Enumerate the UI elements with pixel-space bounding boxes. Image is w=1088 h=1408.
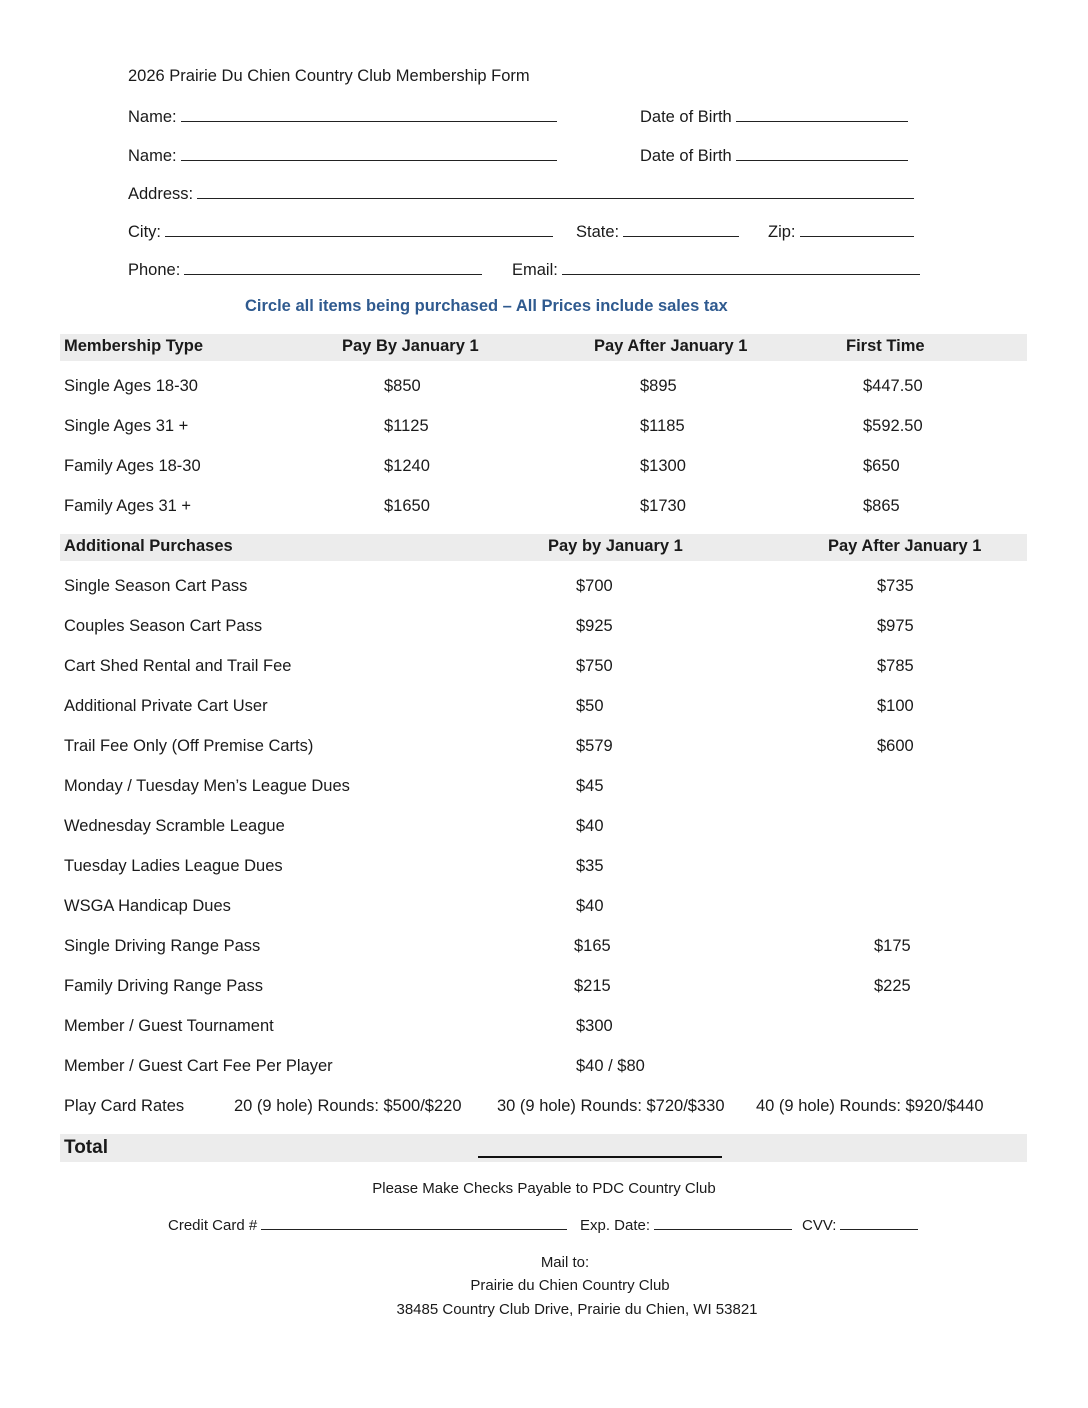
price-by[interactable]: $579 [576,737,613,755]
name-field-2[interactable] [128,145,557,166]
price-by[interactable]: $850 [384,377,421,395]
item-name: Trail Fee Only (Off Premise Carts) [64,737,314,755]
price-first[interactable]: $447.50 [863,377,923,395]
email-blank[interactable] [562,259,920,275]
price-by[interactable]: $35 [576,857,604,875]
credit-card-field[interactable] [168,1216,567,1234]
price-first[interactable]: $865 [863,497,900,515]
exp-date-blank[interactable] [654,1216,792,1230]
membership-col-type: Membership Type [64,337,204,355]
play-card-label: Play Card Rates [64,1097,185,1115]
item-name: Additional Private Cart User [64,697,268,715]
item-name: Single Season Cart Pass [64,577,248,595]
price-after[interactable]: $785 [877,657,914,675]
price-by[interactable]: $1125 [384,417,429,435]
phone-blank[interactable] [184,259,482,275]
price-by[interactable]: $40 [576,817,604,835]
state-label: State: [576,223,620,241]
phone-label: Phone: [128,261,181,279]
email-field[interactable] [512,259,920,280]
price-by[interactable]: $925 [576,617,613,635]
mail-name: Prairie du Chien Country Club [470,1277,670,1294]
price-first[interactable]: $650 [863,457,900,475]
credit-card-label: Credit Card # [168,1217,258,1234]
play-card-rate-30[interactable]: 30 (9 hole) Rounds: $720/$330 [497,1097,725,1115]
name-label: Name: [128,147,177,165]
item-name: Member / Guest Tournament [64,1017,274,1035]
price-after[interactable]: $735 [877,577,914,595]
item-name: Family Driving Range Pass [64,977,263,995]
city-field[interactable] [128,221,553,242]
form-title: 2026 Prairie Du Chien Country Club Membership Form [128,67,530,85]
price-after[interactable]: $975 [877,617,914,635]
zip-blank[interactable] [800,221,914,237]
membership-type: Family Ages 18-30 [64,457,201,475]
name-label: Name: [128,108,177,126]
price-after[interactable]: $175 [874,937,911,955]
mail-label: Mail to: [540,1254,590,1271]
zip-field[interactable] [768,221,914,242]
play-card-rate-20[interactable]: 20 (9 hole) Rounds: $500/$220 [234,1097,462,1115]
price-by[interactable]: $700 [576,577,613,595]
dob-blank[interactable] [736,145,908,161]
membership-col-after: Pay After January 1 [594,337,748,355]
price-after[interactable]: $1185 [640,417,685,435]
price-by[interactable]: $165 [574,937,611,955]
address-blank[interactable] [197,183,914,199]
membership-type: Single Ages 18-30 [64,377,198,395]
dob-field-2[interactable] [640,145,908,166]
cvv-label: CVV: [802,1217,837,1234]
price-by[interactable]: $40 [576,897,604,915]
price-by[interactable]: $40 / $80 [576,1057,645,1075]
price-by[interactable]: $300 [576,1017,613,1035]
membership-col-by: Pay By January 1 [342,337,479,355]
price-after[interactable]: $895 [640,377,677,395]
zip-label: Zip: [768,223,796,241]
price-after[interactable]: $1730 [640,497,686,515]
price-first[interactable]: $592.50 [863,417,923,435]
city-blank[interactable] [165,221,553,237]
cvv-blank[interactable] [840,1216,918,1230]
phone-field[interactable] [128,259,482,280]
exp-date-label: Exp. Date: [580,1217,651,1234]
price-by[interactable]: $45 [576,777,604,795]
additional-col-by: Pay by January 1 [548,537,683,555]
price-by[interactable]: $750 [576,657,613,675]
address-field[interactable] [128,183,914,204]
item-name: Cart Shed Rental and Trail Fee [64,657,292,675]
item-name: Tuesday Ladies League Dues [64,857,283,875]
cvv-field[interactable] [802,1216,918,1234]
item-name: Wednesday Scramble League [64,817,285,835]
dob-label: Date of Birth [640,147,732,165]
address-label: Address: [128,185,194,203]
price-by[interactable]: $1240 [384,457,430,475]
item-name: Member / Guest Cart Fee Per Player [64,1057,333,1075]
price-after[interactable]: $600 [877,737,914,755]
email-label: Email: [512,261,558,279]
item-name: Couples Season Cart Pass [64,617,263,635]
mail-address: 38485 Country Club Drive, Prairie du Chien, WI 53821 [396,1301,758,1318]
total-label: Total [64,1137,108,1158]
state-field[interactable] [576,221,739,242]
item-name: WSGA Handicap Dues [64,897,231,915]
additional-col-after: Pay After January 1 [828,537,982,555]
price-after[interactable]: $100 [877,697,914,715]
dob-field-1[interactable] [640,106,908,127]
membership-type: Single Ages 31 + [64,417,189,435]
name-blank[interactable] [181,106,557,122]
name-field-1[interactable] [128,106,557,127]
dob-blank[interactable] [736,106,908,122]
exp-date-field[interactable] [580,1216,792,1234]
play-card-rate-40[interactable]: 40 (9 hole) Rounds: $920/$440 [756,1097,984,1115]
additional-col-item: Additional Purchases [64,537,233,555]
membership-col-first: First Time [846,337,925,355]
total-blank[interactable] [478,1140,722,1158]
checks-note: Please Make Checks Payable to PDC Country Club [372,1180,716,1197]
city-label: City: [128,223,161,241]
name-blank[interactable] [181,145,557,161]
instruction-note: Circle all items being purchased – All Prices include sales tax [245,297,728,315]
state-blank[interactable] [623,221,739,237]
membership-type: Family Ages 31 + [64,497,192,515]
credit-card-blank[interactable] [261,1216,567,1230]
price-after[interactable]: $1300 [640,457,686,475]
price-by[interactable]: $215 [574,977,611,995]
item-name: Single Driving Range Pass [64,937,261,955]
price-after[interactable]: $225 [874,977,911,995]
price-by[interactable]: $1650 [384,497,430,515]
price-by[interactable]: $50 [576,697,604,715]
item-name: Monday / Tuesday Men’s League Dues [64,777,350,795]
dob-label: Date of Birth [640,108,732,126]
